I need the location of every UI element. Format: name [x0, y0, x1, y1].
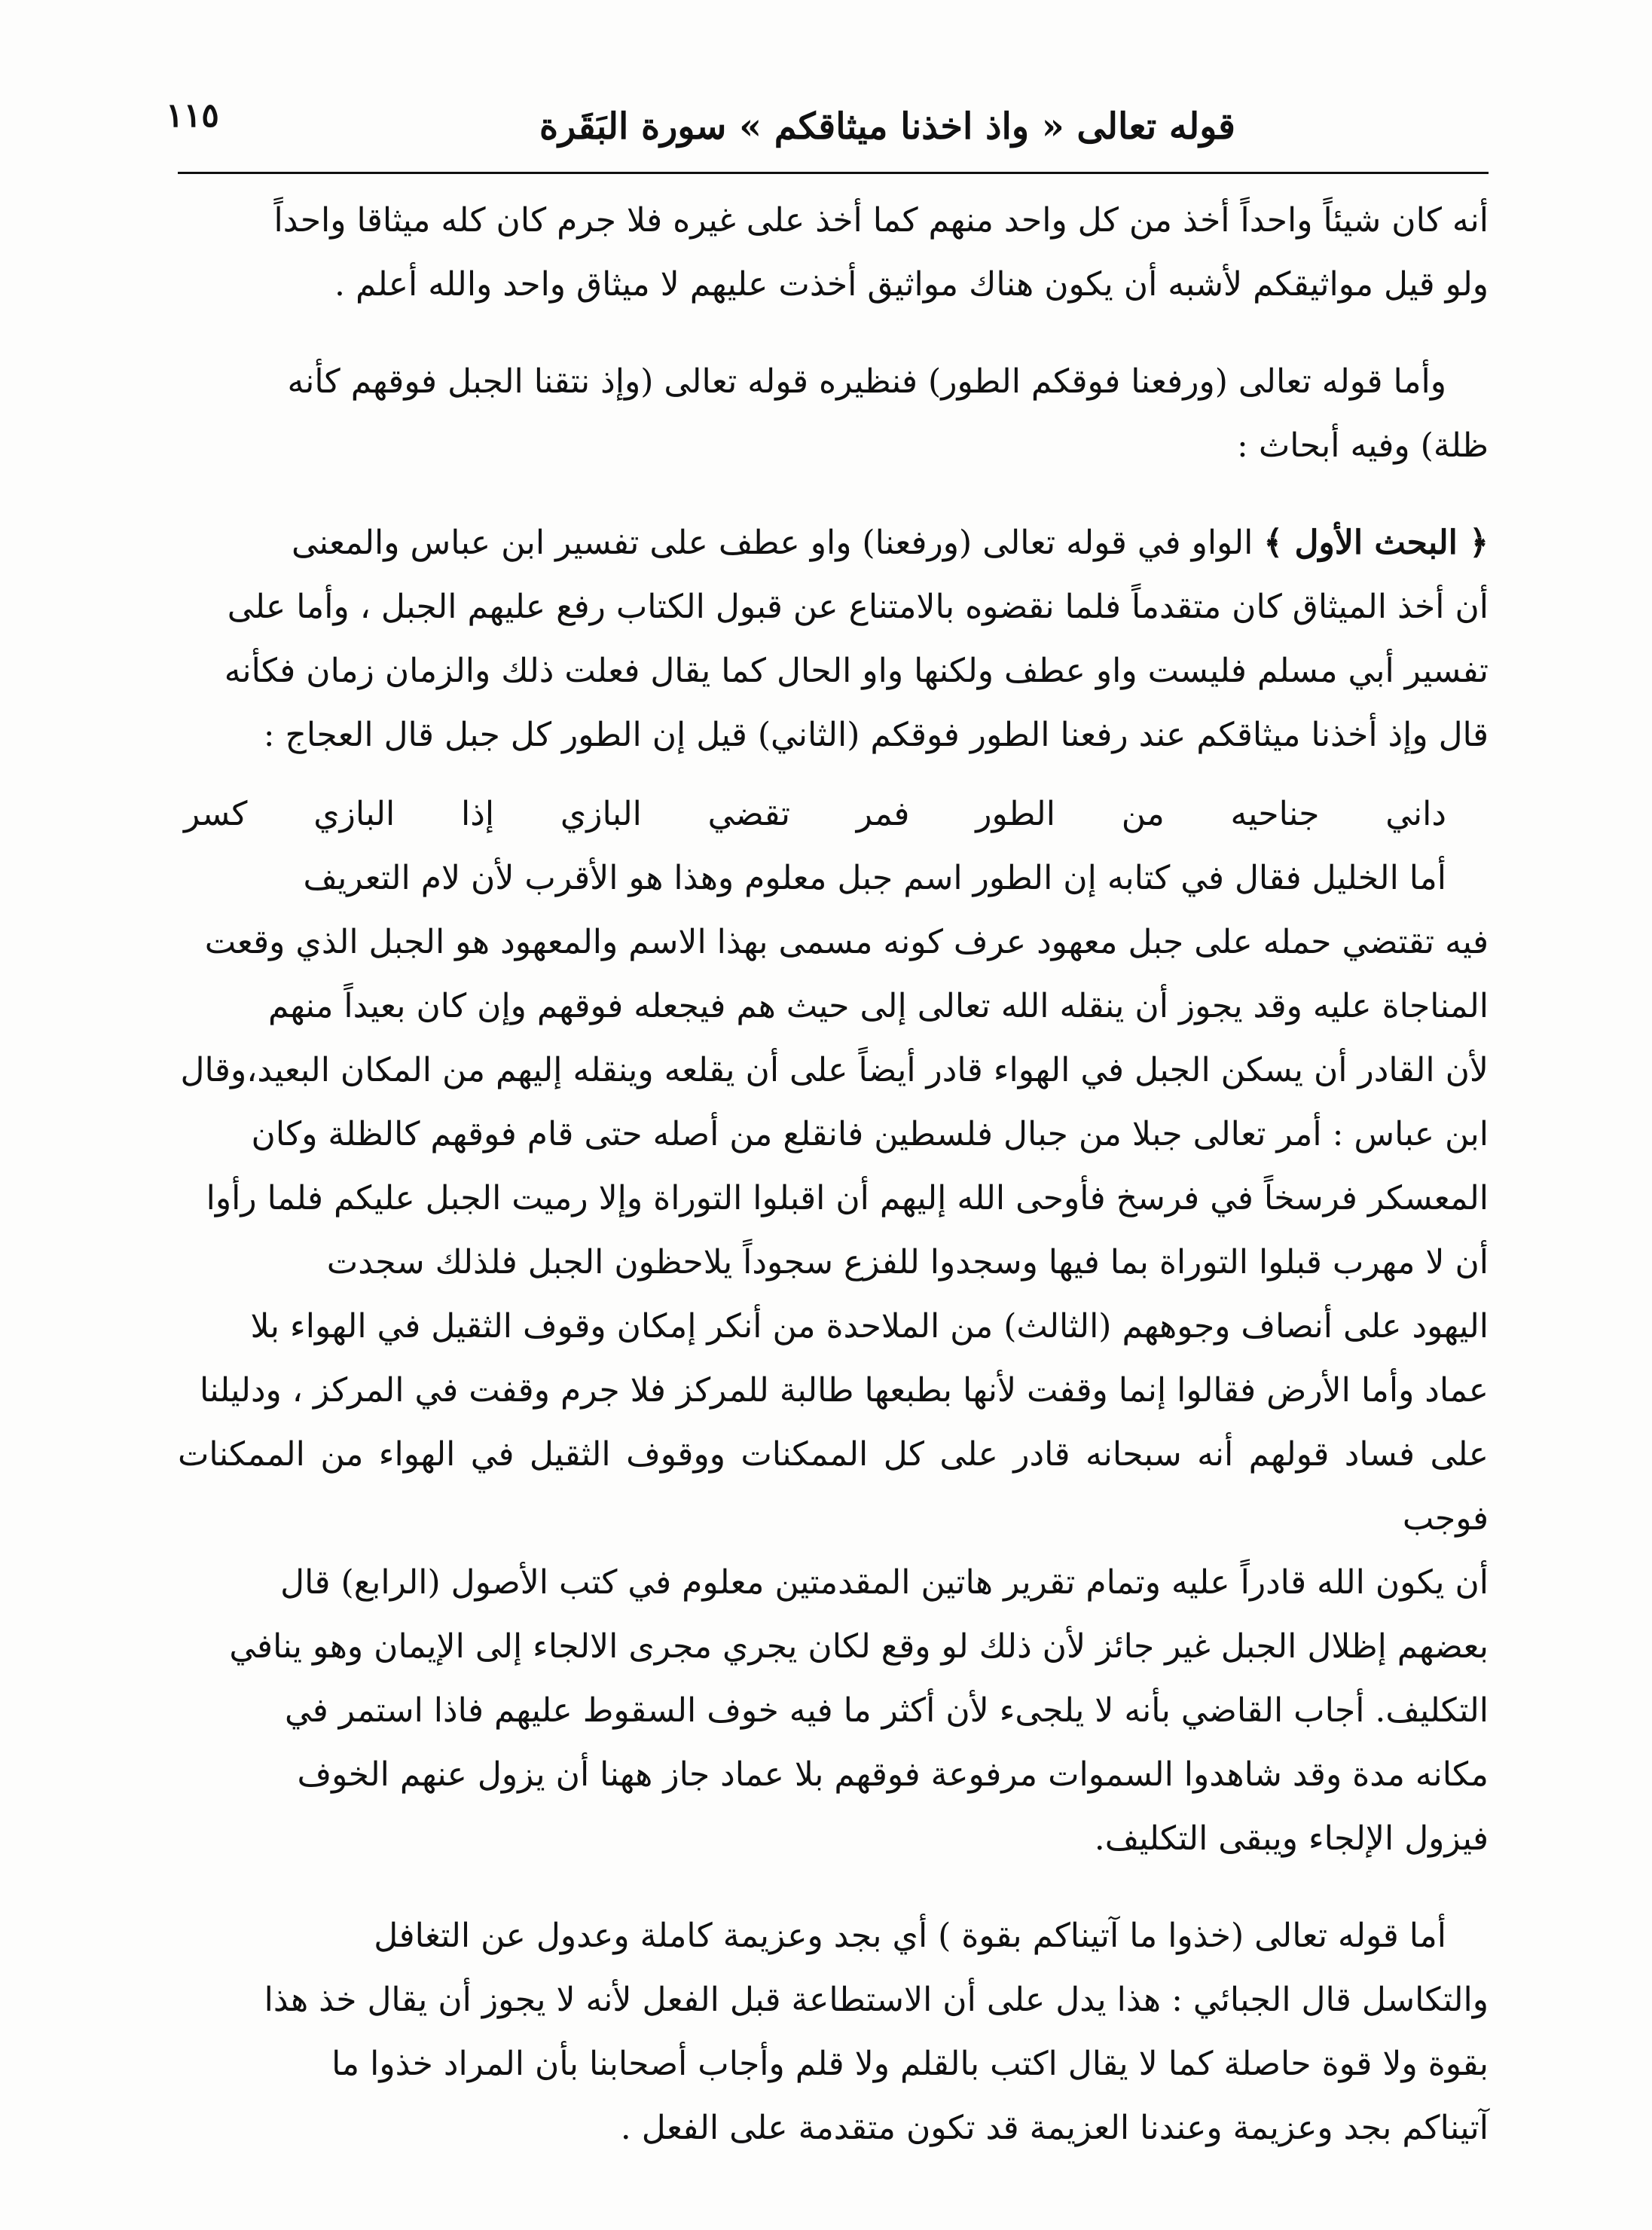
paragraph-gap: [178, 1871, 1489, 1904]
text-line: [178, 511, 1489, 575]
text-line: ولو قيل مواثيقكم لأشبه أن يكون هناك مواثيق أخذت عليهم لا ميثاق واحد والله أعلم .: [334, 265, 1489, 304]
running-head: قوله تعالى « واذ اخذنا ميثاقكم » سورة البَقَرة: [539, 105, 1235, 148]
text-line: تفسير أبي مسلم فليست واو عطف ولكنها واو الحال كما يقال فعلت ذلك والزمان زمان فكأنه: [224, 652, 1489, 690]
text-line: المناجاة عليه وقد يجوز أن ينقله الله تعالى إلى حيث هم فيجعله فوقهم وإن كان بعيداً منهم: [268, 987, 1489, 1025]
paragraph-gap: [178, 767, 1489, 782]
text-line: بعضهم إظلال الجبل غير جائز لأن ذلك لو وقع لكان يجري مجرى الالجاء إلى الإيمان وهو ينافي: [229, 1627, 1489, 1666]
paragraph-gap: [178, 478, 1489, 511]
text-line: فيه تقتضي حمله على جبل معهود عرف كونه مسمى بهذا الاسم والمعهود هو الجبل الذي وقعت: [204, 923, 1489, 961]
text-line: أما قوله تعالى (خذوا ما آتيناكم بقوة ) أي بجد وعزيمة كاملة وعدول عن التغافل: [374, 1917, 1446, 1955]
text-line: وأما قوله تعالى (ورفعنا فوقكم الطور) فنظيره قوله تعالى (وإذ نتقنا الجبل فوقهم كأنه: [287, 362, 1446, 401]
text-line: آتيناكم بجد وعزيمة وعندنا العزيمة قد تكون متقدمة على الفعل .: [620, 2109, 1489, 2147]
text-line: مكانه مدة وقد شاهدوا السموات مرفوعة فوقهم بلا عماد جاز ههنا أن يزول عنهم الخوف: [297, 1755, 1489, 1794]
text-line: على فساد قولهم أنه سبحانه قادر على كل الممكنات ووقوف الثقيل في الهواء من الممكنات فوجب: [178, 1435, 1489, 1538]
text-line: أما الخليل فقال في كتابه إن الطور اسم جبل معلوم وهذا هو الأقرب لأن لام التعريف: [303, 859, 1446, 897]
text-line: أن لا مهرب قبلوا التوراة بما فيها وسجدوا للفزع سجوداً يلاحظون الجبل فلذلك سجدت: [326, 1243, 1489, 1281]
text-line: لأن القادر أن يسكن الجبل في الهواء قادر أيضاً على أن يقلعه وينقله إليهم من المكان البعيد،وقال: [180, 1051, 1489, 1089]
text-line: والتكاسل قال الجبائي : هذا يدل على أن الاستطاعة قبل الفعل لأنه لا يجوز أن يقال خذ هذا: [264, 1981, 1489, 2019]
text-line: قال وإذ أخذنا ميثاقكم عند رفعنا الطور فوقكم (الثاني) قيل إن الطور كل جبل قال العجاج :: [263, 716, 1489, 754]
page-header: [166, 90, 1492, 173]
text-line: عماد وأما الأرض فقالوا إنما وقفت لأنها بطبعها طالبة للمركز فلا جرم وقفت في المركز ، ودليلنا: [200, 1371, 1489, 1410]
poetry-verse: داني جناحيه من الطور فمر تقضي البازي إذا البازي كسر: [184, 795, 1446, 833]
text-line: أنه كان شيئاً واحداً أخذ من كل واحد منهم كما أخذ على غيره فلا جرم كان كله ميثاقا واحداً: [273, 201, 1489, 240]
text-line: أن يكون الله قادراً عليه وتمام تقرير هاتين المقدمتين معلوم في كتب الأصول (الرابع) قال: [280, 1563, 1489, 1602]
text-line: اليهود على أنصاف وجوههم (الثالث) من الملاحدة من أنكر إمكان وقوف الثقيل في الهواء بلا: [250, 1307, 1489, 1346]
text-line: التكليف. أجاب القاضي بأنه لا يلجىء لأن أكثر ما فيه خوف السقوط عليهم فاذا استمر في: [285, 1691, 1489, 1730]
text-line: ظلة) وفيه أبحاث :: [1237, 426, 1489, 465]
page-number: ١١٥: [166, 96, 219, 135]
text-line: فيزول الإلجاء ويبقى التكليف.: [1094, 1819, 1489, 1858]
body-text: [178, 188, 1489, 2160]
text-line: ابن عباس : أمر تعالى جبلا من جبال فلسطين فانقلع من أصله حتى قام فوقهم كالظلة وكان: [251, 1115, 1489, 1153]
text-line: المعسكر فرسخاً في فرسخ فأوحى الله إليهم أن اقبلوا التوراة وإلا رميت الجبل عليكم فلما رأوا: [206, 1179, 1489, 1217]
text-span: الواو في قوله تعالى (ورفعنا) واو عطف على تفسير ابن عباس والمعنى: [292, 524, 1254, 562]
paragraph-gap: [178, 316, 1489, 350]
section-title: ﴿ البحث الأول ﴾: [1263, 524, 1489, 562]
header-rule: [178, 172, 1489, 174]
text-line: أن أخذ الميثاق كان متقدماً فلما نقضوه بالامتناع عن قبول الكتاب رفع عليهم الجبل ، وأما على: [227, 588, 1489, 626]
text-line: بقوة ولا قوة حاصلة كما لا يقال اكتب بالقلم ولا قلم وأجاب أصحابنا بأن المراد خذوا ما: [331, 2045, 1489, 2083]
